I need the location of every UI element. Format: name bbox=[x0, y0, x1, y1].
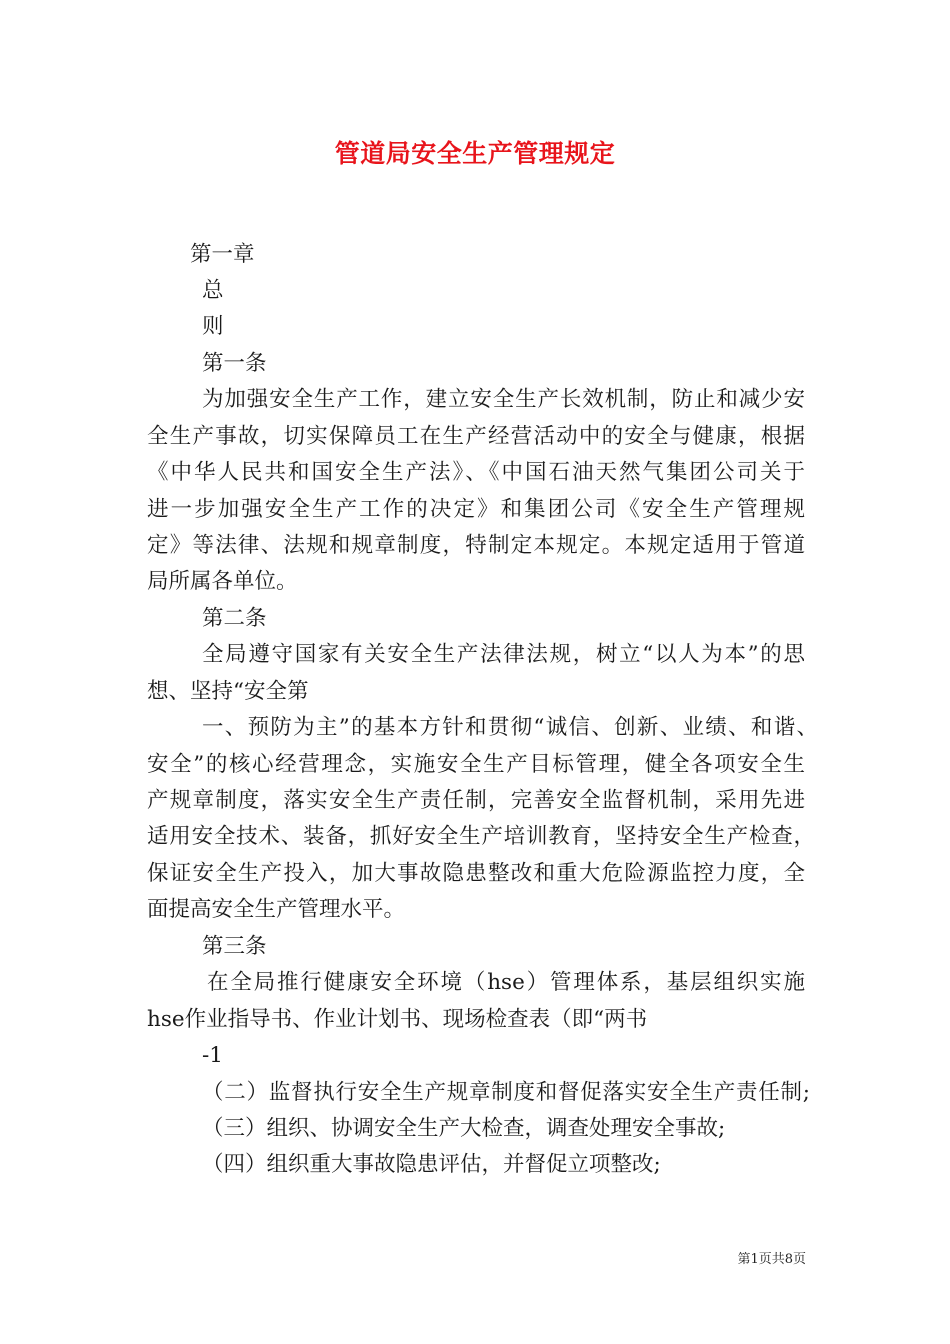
article-heading: 第二条 bbox=[202, 606, 267, 631]
page-number: 第1页共8页 bbox=[737, 1252, 806, 1267]
page-marker: -1 bbox=[202, 1043, 223, 1068]
paragraph-line: 适用安全技术、装备，抓好安全生产培训教育，坚持安全生产检查， bbox=[147, 824, 815, 849]
paragraph-line: 全生产事故，切实保障员工在生产经营活动中的安全与健康，根据 bbox=[147, 424, 805, 449]
paragraph-line: 全局遵守国家有关安全生产法律法规，树立“以人为本”的思 bbox=[202, 642, 805, 667]
paragraph-line: 产规章制度，落实安全生产责任制，完善安全监督机制，采用先进 bbox=[147, 788, 805, 813]
paragraph-line: 安全”的核心经营理念，实施安全生产目标管理，健全各项安全生 bbox=[147, 752, 805, 777]
paragraph-line: 局所属各单位。 bbox=[147, 569, 298, 594]
paragraph-line: 定》等法律、法规和规章制度，特制定本规定。本规定适用于管道 bbox=[147, 533, 805, 558]
list-item: （二）监督执行安全生产规章制度和督促落实安全生产责任制; bbox=[202, 1080, 810, 1105]
paragraph-line: 想、坚持“安全第 bbox=[147, 679, 309, 704]
paragraph-line: 一、预防为主”的基本方针和贯彻“诚信、创新、业绩、和谐、 bbox=[202, 715, 818, 740]
paragraph-line: 面提高安全生产管理水平。 bbox=[147, 897, 406, 922]
chapter-heading: 第一章 bbox=[190, 242, 255, 267]
paragraph-line: 保证安全生产投入，加大事故隐患整改和重大危险源监控力度，全 bbox=[147, 861, 805, 886]
article-heading: 第三条 bbox=[202, 934, 267, 959]
list-item: （四）组织重大事故隐患评估，并督促立项整改; bbox=[202, 1152, 661, 1177]
paragraph-line: hse作业指导书、作业计划书、现场检查表（即“两书 bbox=[147, 1007, 648, 1032]
document-title: 管道局安全生产管理规定 bbox=[334, 139, 616, 168]
paragraph-line: 在全局推行健康安全环境（hse）管理体系，基层组织实施 bbox=[207, 970, 805, 995]
list-item: （三）组织、协调安全生产大检查，调查处理安全事故; bbox=[202, 1116, 726, 1141]
article-heading: 第一条 bbox=[202, 351, 267, 376]
paragraph-line: 《中华人民共和国安全生产法》、《中国石油天然气集团公司关于 bbox=[147, 460, 805, 485]
paragraph-line: 为加强安全生产工作，建立安全生产长效机制，防止和减少安 bbox=[202, 387, 805, 412]
chapter-title-part: 总 bbox=[202, 278, 224, 303]
paragraph-line: 进一步加强安全生产工作的决定》和集团公司《安全生产管理规 bbox=[147, 497, 805, 522]
chapter-title-part: 则 bbox=[202, 314, 224, 339]
